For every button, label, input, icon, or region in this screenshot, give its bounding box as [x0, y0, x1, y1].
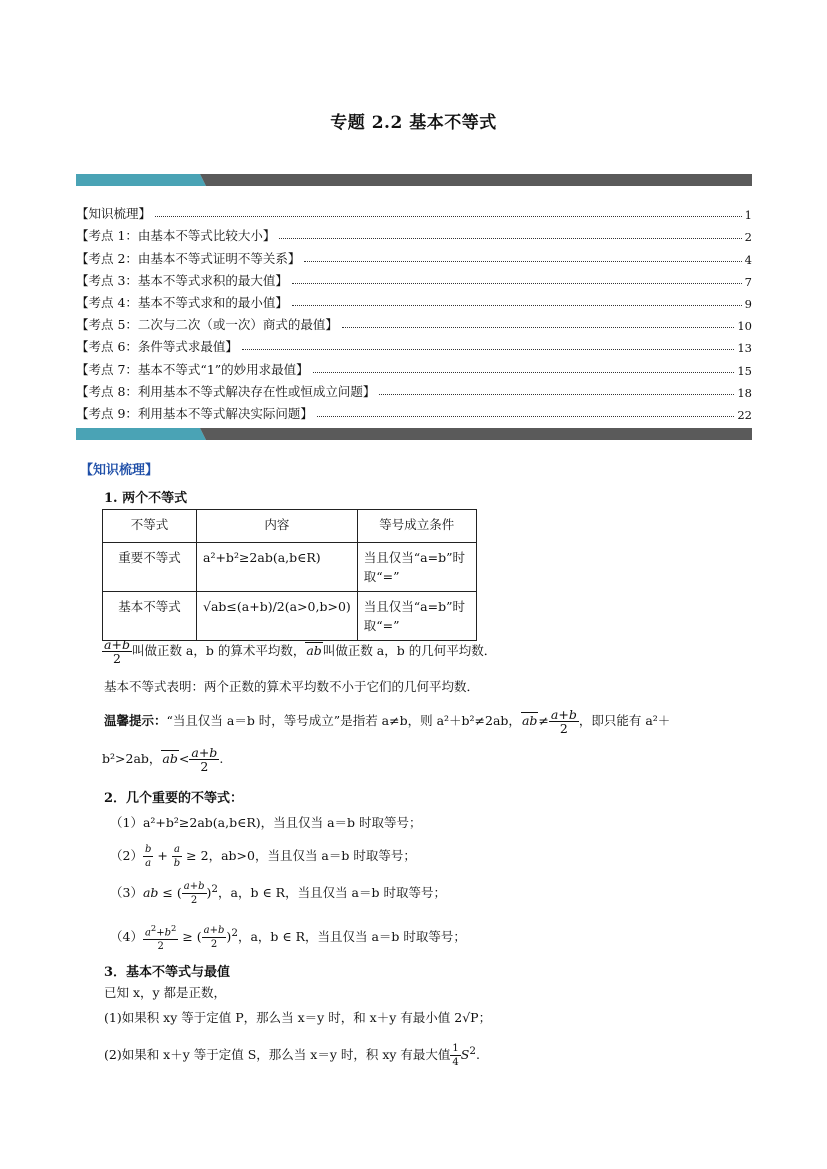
page-title: 专题 2.2 基本不等式: [330, 113, 497, 133]
table-header: 等号成立条件: [357, 510, 476, 543]
toc-entry[interactable]: 【考点 2：由基本不等式证明不等关系】 4: [76, 250, 752, 267]
inequality-item-3: （3）ab ≤ ( $\frac{a+b}{2}$ )$^2$，a，b ∈ R，当且仅当 a＝b 时取等号；: [110, 881, 446, 907]
part3-heading: 3．基本不等式与最值: [104, 965, 231, 980]
tip-line-2: b²>2ab，ab< $\frac{a+b}{2}$ .: [102, 745, 224, 774]
table-cell: a²+b²≥2ab(a,b∈R): [197, 543, 358, 592]
toc-entry[interactable]: 【考点 3：基本不等式求积的最大值】 7: [76, 272, 752, 289]
tip-line: 温馨提示：“当且仅当 a＝b 时，等号成立”是指若 a≠b，则 a²＋b²≠2ab，ab≠ $\frac{a+b}{2}$ ，即只能有 a²＋: [104, 707, 671, 736]
top-divider-band: [76, 174, 752, 186]
toc-entry[interactable]: 【考点 8：利用基本不等式解决存在性或恒成立问题】 18: [76, 383, 752, 400]
toc-entry[interactable]: 【考点 5：二次与二次（或一次）商式的最值】 10: [76, 317, 752, 334]
table-header: 不等式: [103, 510, 197, 543]
table-cell: 重要不等式: [103, 543, 197, 592]
inequality-statement: 基本不等式表明：两个正数的算术平均数不小于它们的几何平均数．: [104, 679, 480, 694]
table-of-contents: [76, 200, 752, 422]
toc-entry[interactable]: 【考点 6：条件等式求最值】 13: [76, 339, 752, 356]
toc-entry[interactable]: 【考点 9：利用基本不等式解决实际问题】 22: [76, 405, 752, 422]
toc-entry[interactable]: 【知识梳理】 1: [76, 206, 752, 223]
mean-definition: $\frac{a+b}{2}$ 叫做正数 a，b 的算术平均数，ab叫做正数 a，b 的几何平均数．: [104, 637, 497, 666]
toc-entry[interactable]: 【考点 1：由基本不等式比较大小】 2: [76, 228, 752, 245]
table-cell: 当且仅当“a=b”时取“=”: [357, 592, 476, 641]
table-cell: 当且仅当“a=b”时取“=”: [357, 543, 476, 592]
part3-item-1: (1)如果积 xy 等于定值 P，那么当 x＝y 时，和 x＋y 有最小值 2√P；: [104, 1010, 492, 1025]
mean-fraction: $\frac{a+b}{2}$: [104, 637, 130, 666]
table-cell: 基本不等式: [103, 592, 197, 641]
section-heading: 【知识梳理】: [80, 463, 159, 478]
toc-entry[interactable]: 【考点 4：基本不等式求和的最小值】 9: [76, 294, 752, 311]
inequality-item-2: （2） $\frac{b}{a}$ + $\frac{a}{b}$ ≥ 2，ab>0，当且仅当 a＝b 时取等号；: [110, 844, 416, 869]
inequality-item-1: （1）a²+b²≥2ab(a,b∈R)，当且仅当 a＝b 时取等号；: [110, 815, 422, 830]
inequality-table: [102, 509, 477, 641]
table-cell: √ab≤(a+b)/2(a>0,b>0): [197, 592, 358, 641]
table-header: 内容: [197, 510, 358, 543]
bottom-divider-band: [76, 428, 752, 440]
part1-heading: 1. 两个不等式: [104, 491, 188, 506]
part3-item-2: (2)如果和 x＋y 等于定值 S，那么当 x＝y 时，积 xy 有最大值 $\frac{1}{4}$ $S^2$.: [104, 1043, 480, 1069]
part2-heading: 2．几个重要的不等式：: [104, 791, 244, 806]
toc-entry[interactable]: 【考点 7：基本不等式“1”的妙用求最值】 15: [76, 361, 752, 378]
part3-intro: 已知 x，y 都是正数，: [104, 985, 227, 1000]
inequality-item-4: （4） $\frac{a^2+b^2}{2}$ ≥ ( $\frac{a+b}{2}$ )$^2$，a，b ∈ R，当且仅当 a＝b 时取等号；: [110, 923, 466, 953]
